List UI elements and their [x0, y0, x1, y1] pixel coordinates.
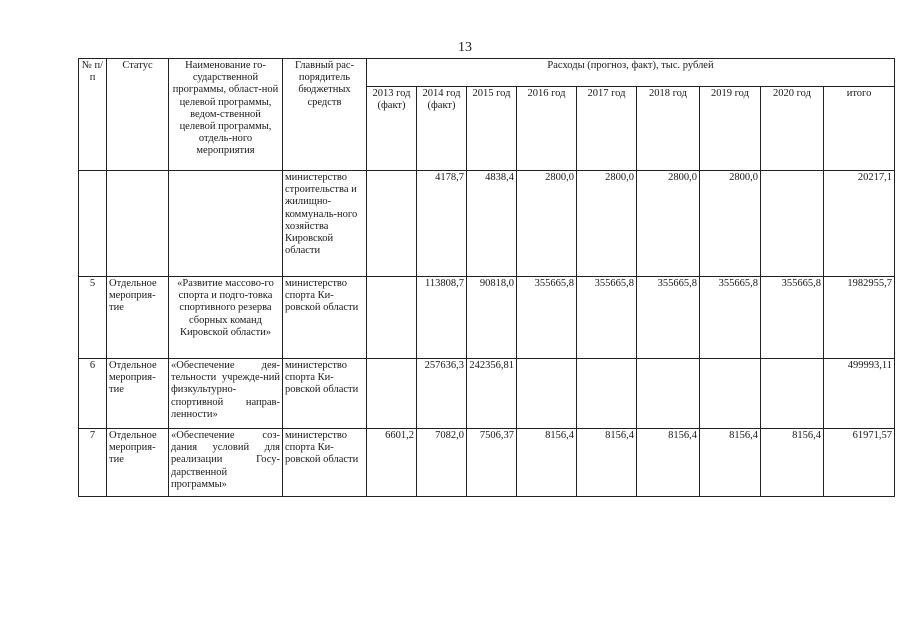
row-distributor: министерство спорта Ки-ровской области	[283, 429, 367, 497]
table-row	[79, 359, 895, 429]
table-row	[79, 429, 895, 497]
value-cell: 355665,8	[637, 277, 700, 359]
value-cell: 6601,2	[367, 429, 417, 497]
header-year: 2013 год (факт)	[367, 87, 417, 171]
value-cell: 4838,4	[467, 171, 517, 277]
total-cell: 20217,1	[824, 171, 895, 277]
header-num: № п/п	[79, 59, 107, 171]
row-name: «Развитие массово-го спорта и подго-товка спортивного резерва сборных команд Кировской области»	[169, 277, 283, 359]
value-cell: 242356,81	[467, 359, 517, 429]
row-distributor: министерство спорта Ки-ровской области	[283, 277, 367, 359]
value-cell: 4178,7	[417, 171, 467, 277]
value-cell: 8156,4	[517, 429, 577, 497]
value-cell	[761, 171, 824, 277]
header-year: 2016 год	[517, 87, 577, 171]
budget-table	[78, 58, 895, 497]
value-cell: 355665,8	[517, 277, 577, 359]
header-expenses: Расходы (прогноз, факт), тыс. рублей	[367, 59, 895, 87]
row-status: Отдельное мероприя-тие	[107, 277, 169, 359]
value-cell: 8156,4	[761, 429, 824, 497]
header-year: 2018 год	[637, 87, 700, 171]
value-cell: 113808,7	[417, 277, 467, 359]
value-cell	[700, 359, 761, 429]
row-name: «Обеспечение дея-тельности учрежде-ний физкультурно-спортивной направ-ленности»	[169, 359, 283, 429]
header-year: 2014 год (факт)	[417, 87, 467, 171]
value-cell: 8156,4	[577, 429, 637, 497]
value-cell: 2800,0	[700, 171, 761, 277]
value-cell: 8156,4	[700, 429, 761, 497]
row-num: 6	[79, 359, 107, 429]
value-cell: 2800,0	[637, 171, 700, 277]
row-status	[107, 171, 169, 277]
value-cell	[577, 359, 637, 429]
row-name	[169, 171, 283, 277]
value-cell: 2800,0	[517, 171, 577, 277]
row-name: «Обеспечение соз-дания условий для реализации Госу-дарственной программы»	[169, 429, 283, 497]
value-cell: 8156,4	[637, 429, 700, 497]
row-num: 5	[79, 277, 107, 359]
table-row	[79, 277, 895, 359]
header-year: 2015 год	[467, 87, 517, 171]
value-cell	[637, 359, 700, 429]
value-cell: 2800,0	[577, 171, 637, 277]
page-number: 13	[458, 40, 472, 55]
value-cell: 257636,3	[417, 359, 467, 429]
row-distributor: министерство спорта Ки-ровской области	[283, 359, 367, 429]
header-year: 2017 год	[577, 87, 637, 171]
row-distributor: министерство строительства и жилищно-коммуналь-ного хозяйства Кировской области	[283, 171, 367, 277]
table-row	[79, 171, 895, 277]
value-cell: 355665,8	[761, 277, 824, 359]
header-distributor: Главный рас-порядитель бюджетных средств	[283, 59, 367, 171]
value-cell	[367, 277, 417, 359]
value-cell: 355665,8	[700, 277, 761, 359]
header-status: Статус	[107, 59, 169, 171]
value-cell: 7506,37	[467, 429, 517, 497]
header-row	[79, 59, 895, 87]
row-status: Отдельное мероприя-тие	[107, 359, 169, 429]
value-cell: 355665,8	[577, 277, 637, 359]
header-total: итого	[824, 87, 895, 171]
header-name: Наименование го-сударственной программы, област-ной целевой программы, ведом-ственной целевой программы, отдель-ного мероприятия	[169, 59, 283, 171]
row-num	[79, 171, 107, 277]
value-cell	[367, 171, 417, 277]
value-cell	[367, 359, 417, 429]
total-cell: 1982955,7	[824, 277, 895, 359]
row-status: Отдельное мероприя-тие	[107, 429, 169, 497]
total-cell: 499993,11	[824, 359, 895, 429]
total-cell: 61971,57	[824, 429, 895, 497]
value-cell: 7082,0	[417, 429, 467, 497]
row-num: 7	[79, 429, 107, 497]
header-year: 2019 год	[700, 87, 761, 171]
value-cell	[761, 359, 824, 429]
header-year: 2020 год	[761, 87, 824, 171]
value-cell: 90818,0	[467, 277, 517, 359]
value-cell	[517, 359, 577, 429]
